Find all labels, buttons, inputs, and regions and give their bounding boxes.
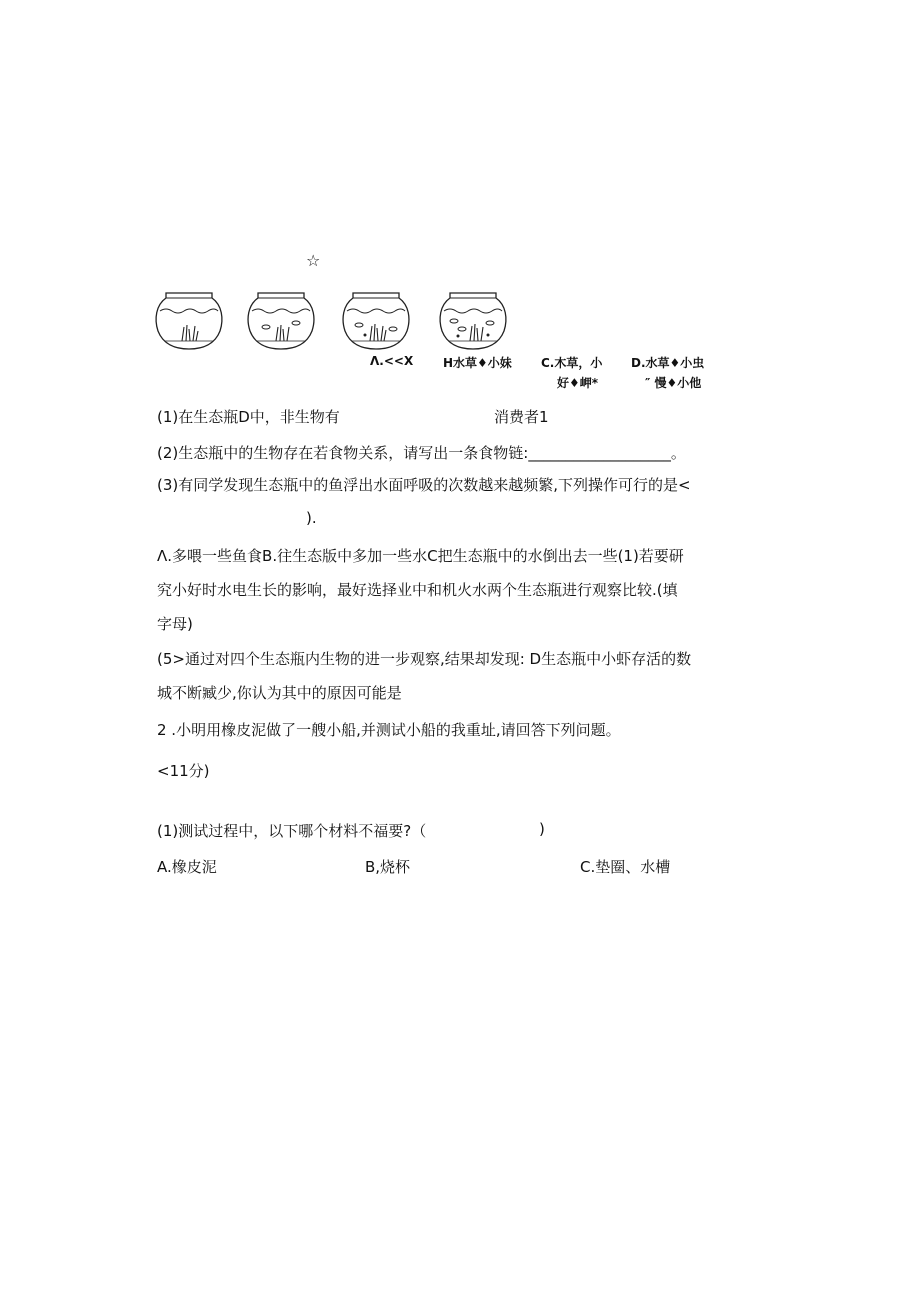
question-two: 2 .小明用橡皮泥做了一艘小船,并测试小船的我重址,请回答下列问题。 <box>157 721 621 739</box>
question-5-line2: 城不断臧少,你认为其中的原因可能是 <box>157 684 402 702</box>
part-1-question: (1)测试过程中，以下哪个材料不福要?（ <box>157 822 427 840</box>
option-c[interactable]: C.垫圈、水槽 <box>580 858 671 876</box>
caption-a: Λ.<<X <box>370 354 414 368</box>
question-3-line2: ). <box>306 509 317 527</box>
question-2 <box>157 442 686 463</box>
fish-bowl-c <box>341 289 411 351</box>
fish-bowl-a <box>154 289 224 351</box>
question-1-consumer: 消费者1 <box>494 408 549 426</box>
option-b[interactable]: B,烧杯 <box>365 858 411 876</box>
caption-c-line2: 好♦岬* <box>557 376 599 390</box>
star-icon: ☆ <box>306 251 321 270</box>
food-chain-blank[interactable]: ___________________ <box>528 444 671 462</box>
fish-bowl-b <box>246 289 316 351</box>
question-1: (1)在生态瓶D中，非生物有 <box>157 408 340 426</box>
part-1-end: ) <box>539 820 545 838</box>
question-3-options-line3: 字母) <box>157 615 193 633</box>
option-a[interactable]: A.橡皮泥 <box>157 858 217 876</box>
question-2-text: (2)生态瓶中的生物存在若食物关系，请写出一条食物链: <box>157 444 529 462</box>
fish-bowl-d <box>438 289 508 351</box>
caption-c-line1: C.木草，小 <box>541 356 603 370</box>
caption-b: H水草♦小妹 <box>443 356 512 370</box>
score-label: <11分) <box>157 762 210 780</box>
question-3-options-line1: Λ.多喂一些鱼食B.往生态版中多加一些水C把生态瓶中的水倒出去一些(1)若要研 <box>157 547 684 565</box>
question-3-line1: (3)有同学发现生态瓶中的鱼浮出水面呼吸的次数越来越频繁,下列操作可行的是< <box>157 476 691 494</box>
question-3-options-line2: 究小好时水电生长的影响，最好选择业中和机火水两个生态瓶进行观察比较.(填 <box>157 581 678 599</box>
caption-d-line1: D.水草♦小虫 <box>631 356 705 370</box>
caption-d-line2: ″ 慢♦小他 <box>645 376 702 390</box>
question-2-end: 。 <box>670 444 686 462</box>
question-5-line1: (5>通过对四个生态瓶内生物的进一步观察,结果却发现: D生态瓶中小虾存活的数 <box>157 650 692 668</box>
